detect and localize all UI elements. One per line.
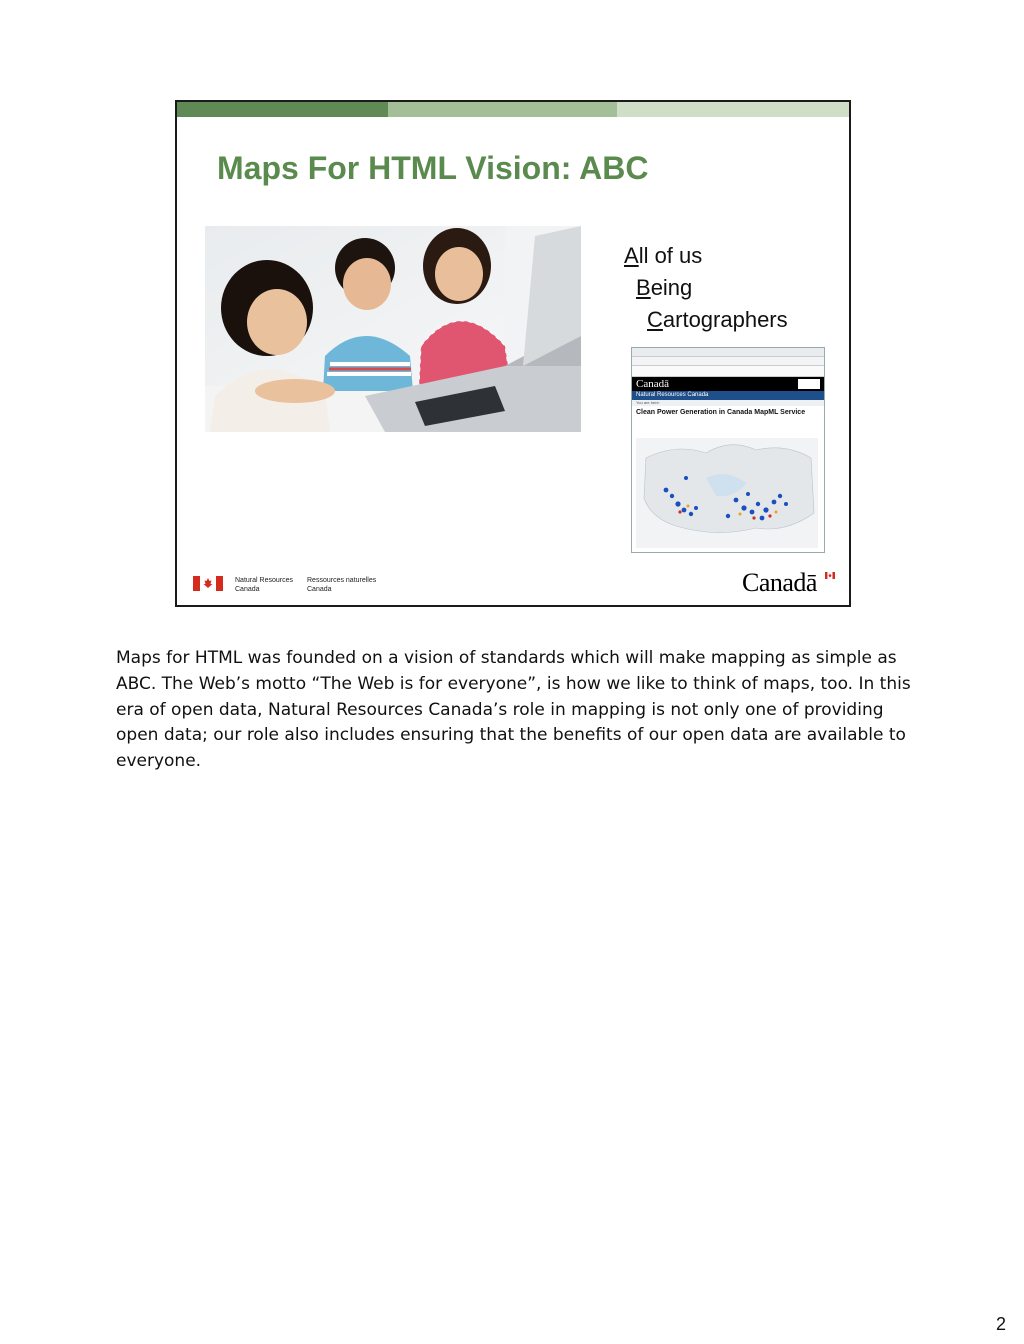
mapml-browser-screenshot: [631, 347, 825, 553]
browser-tabbar: [632, 357, 824, 366]
speaker-notes: Maps for HTML was founded on a vision of standards which will make mapping as simple as ABC. The Web’s motto “The Web is for everyone”, is how we like to think of maps, too. In this era of open data, Natural Resources Canada’s role in mapping is not only one of providing open data; our role also includes ensuring that the benefits of our open data are available to everyone.: [116, 648, 911, 772]
slide-header-bar: [177, 102, 849, 117]
site-header: [632, 377, 824, 391]
abc-line-b: Being: [636, 275, 693, 300]
slide: [175, 100, 851, 607]
header-bar-dark-segment: [177, 102, 388, 117]
abc-line-c: Cartographers: [647, 307, 788, 332]
browser-titlebar: [632, 348, 824, 357]
header-bar-mid-segment: [388, 102, 617, 117]
search-menu-icon: [798, 379, 820, 389]
browser-addressbar: [632, 366, 824, 377]
department-name-english: Natural Resources Canada: [235, 577, 293, 593]
slide-title: Maps For HTML Vision: ABC: [217, 150, 649, 186]
screenshot-page-title: Clean Power Generation in Canada MapML Service: [636, 409, 806, 416]
header-bar-light-segment: [617, 102, 849, 117]
site-wordmark: Canadā: [636, 378, 669, 390]
children-at-laptop-photo: [205, 226, 581, 432]
abc-acronym: [624, 240, 788, 336]
page-number: 2: [996, 1314, 1007, 1334]
department-name-french: Ressources naturelles Canada: [307, 577, 377, 593]
canada-flag-icon: [193, 576, 223, 591]
clean-power-map: [636, 438, 818, 548]
breadcrumb: You are here:: [632, 400, 824, 406]
abc-line-a: All of us: [624, 243, 703, 268]
canada-wordmark: Canadā: [742, 568, 817, 597]
department-bar: Natural Resources Canada: [632, 391, 824, 400]
wordmark-flag-icon: [825, 572, 835, 579]
